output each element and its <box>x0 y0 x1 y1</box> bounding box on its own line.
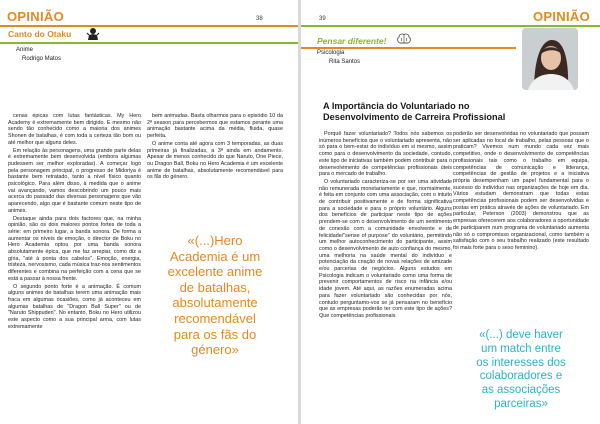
pull-quote-line: Academia é um <box>169 248 261 264</box>
article-column-2 <box>147 113 283 182</box>
author-name: Rodrigo Matos <box>22 56 62 62</box>
page-number: 38 <box>256 16 263 22</box>
pull-quote-line: recomendável <box>174 310 256 326</box>
column-title: Canto do Otaku <box>8 29 72 39</box>
pull-quote-line: colaboradores e <box>479 370 563 383</box>
article-column-1 <box>319 131 452 423</box>
article-column-2 <box>453 131 589 253</box>
otaku-mascot-icon <box>86 27 100 41</box>
author-photo <box>522 28 578 90</box>
page-number: 39 <box>319 16 326 22</box>
pull-quote-line: «(...)Hero <box>187 233 243 248</box>
paragraph: Porquê fazer voluntariado? Todos nós sabemos os inúmeros benefícios que o voluntariado apresenta, não só para o bem-estar do indivíduo em si mesmo, assim como para o desenvolvimento da sociedade, contudo, este tipo de iniciativas também podem contribuir para o desenvolvimento de competências profissionais úteis para o mercado de trabalho. <box>319 131 452 178</box>
article-column-1 <box>8 113 141 421</box>
brain-icon <box>397 32 411 44</box>
paragraph: O voluntariado caracteriza-se por ser uma atividade não remunerada monetariamente e que, normalmente, é feita em conjunto com uma associação, com o intuito de contribuir positivamente e de forma significativa para a sociedade e para o próprio voluntário. Alguns dos benefícios de participar neste tipo de ações prendem-se com o desenvolvimento de um sentimento de conexão com a comunidade envolvente e de felicidade/"sense of purpose" do voluntário, permitindo um melhor autoconhecimento do participante, assim como o desenvolvimento de auto confiança do mesmo, uma melhoria na saúde mental do indivíduo e potenciação da criação de novas relações de amizade e/ou parcerias de negócios. Alguns estudos em Psicologia indicam o voluntariado como uma forma de prevenir comportamentos de risco na infância e/ou idade jovem. Até aqui, as razões enumeradas acima para fazer voluntariado são conhecidas por nós, contudo perguntamo-vos se já pensaram no benefício que as empresas poderão ter com este tipo de ações? Que competências profissionais <box>319 178 452 319</box>
paragraph: poderão ser desenvolvidas no voluntariado que possam ser aplicadas no local de trabalho, pelas pessoas que o praticam? Vivemos num mundo cada vez mais competitivo, onde o desenvolvimento de competências profissionais tais como o trabalho em equipa, competências de comunicação e liderança, competências de gestão de projetos e a iniciativa própria desempenham um papel fundamental para o sucesso do indivíduo nas organizações de hoje em dia. Vários estudam demonstram que todas estas competências profissionais podem ser desenvolvidas e postas em prática através de ações de voluntariado. Em particular, Peterson (2003) demonstrou que as empresas oferecerem aos colaboradores a oportunidade de participarem num programa de voluntariado aumenta não só o compromisso organizacional, como também a satisfação com o seu trabalho realizado (este resultado foi mais forte para o sexo feminino). <box>453 131 589 251</box>
pull-quote-line: para os fãs do <box>173 326 257 342</box>
column-title: Pensar diferente! <box>317 36 387 46</box>
pull-quote-line: género» <box>191 342 239 358</box>
headline-line: Desenvolvimento de Carreira Profissional <box>323 112 506 122</box>
title-rule <box>0 42 298 44</box>
paragraph: Em relação às personagens, uma grande parte delas é extremamente bem desenvolvida (embora algumas pudessem ser melhor exploradas). A começar logo pela personagem principal, o progresso de Midoriya é bastante bem retratado, tanto a nível físico quanto psicológico. Para além disso, à medida que o anime vai avançando, vamos descobrindo um pouco mais acerca do passado das diversas personagens que vão aparecendo, algo que é bastante comum neste tipo de animes. <box>8 147 141 214</box>
pull-quote-line: absolutamente <box>172 295 258 311</box>
paragraph: O anime conta até agora com 3 temporadas, as duas primeiras já finalizadas, a 3ª ainda em andamento. Apesar de menos conhecido do que Naruto, One Piece, ou Dragon Ball, Boku no Hero Academia é um excelente anime de batalhas, absolutamente recomendável para os fãs do género. <box>147 140 283 181</box>
paragraph: cenas épicas com lutas fantásticas. My Hero Academy é extremamente bem dirigido. E mesmo não sendo tão conhecido como a maioria dos animes Shonen de batalhas, é com toda a certeza tão bom ou até melhor que alguns deles. <box>8 113 141 146</box>
pull-quote-line: os interesses dos <box>476 356 566 369</box>
paragraph: bem animadas. Basta olharmos para o episódio 10 da 2ª season para percebermos que estamos perante uma animação bastante acima da média, fluida, quase perfeita. <box>147 113 283 140</box>
category-label: Psicologia <box>317 50 345 56</box>
section-label: OPINIÃO <box>7 9 64 24</box>
pull-quote <box>453 329 589 412</box>
headline-line: A Importância do Voluntariado no <box>323 101 470 111</box>
category-label: Anime <box>16 47 34 53</box>
pull-quote-line: parceiras» <box>494 397 548 410</box>
section-label: OPINIÃO <box>533 9 590 24</box>
pull-quote-line: as associações <box>481 384 561 397</box>
paragraph: Destaque ainda para dois factores que, na minha opinião, são os dois maiores pontos fortes de toda a série: em primeiro lugar, a banda sonora. De forma a aumentar os níveis de emoção, o director de Boku no Hero Academia optou por uma banda sonora absolutamente épica, que me faz arrepiar, como diz a gíria, "até à ponta dos cabelos". Emoção, energia, tristeza, nervosismo, cada música traz-nos sentimentos diferentes e combina na perfeição com a cena que se está a passar à nossa frente. <box>8 215 141 282</box>
pull-quote <box>147 233 283 358</box>
pull-quote-line: de batalhas, <box>179 279 251 295</box>
left-page <box>0 0 298 424</box>
pull-quote-line: «(...) deve haver <box>479 329 563 341</box>
author-name: Rita Santos <box>329 59 361 65</box>
header-rule <box>0 25 298 27</box>
pull-quote-line: excelente anime <box>167 264 263 280</box>
pull-quote-line: um match entre <box>481 342 561 355</box>
paragraph: O segundo ponto forte é a animação. É comum alguns animes de batalhas terem uma animação mais fraca em algumas ocasiões, como já aconteceu em algumas batalhas de "Dragon Ball Super" ou de "Naruto Shippuden". No entanto, Boku no Hero utilizou este aspecto como a sua principal arma, com lutas extremamente <box>8 283 141 330</box>
header-rule <box>301 25 600 27</box>
article-headline <box>323 101 553 123</box>
